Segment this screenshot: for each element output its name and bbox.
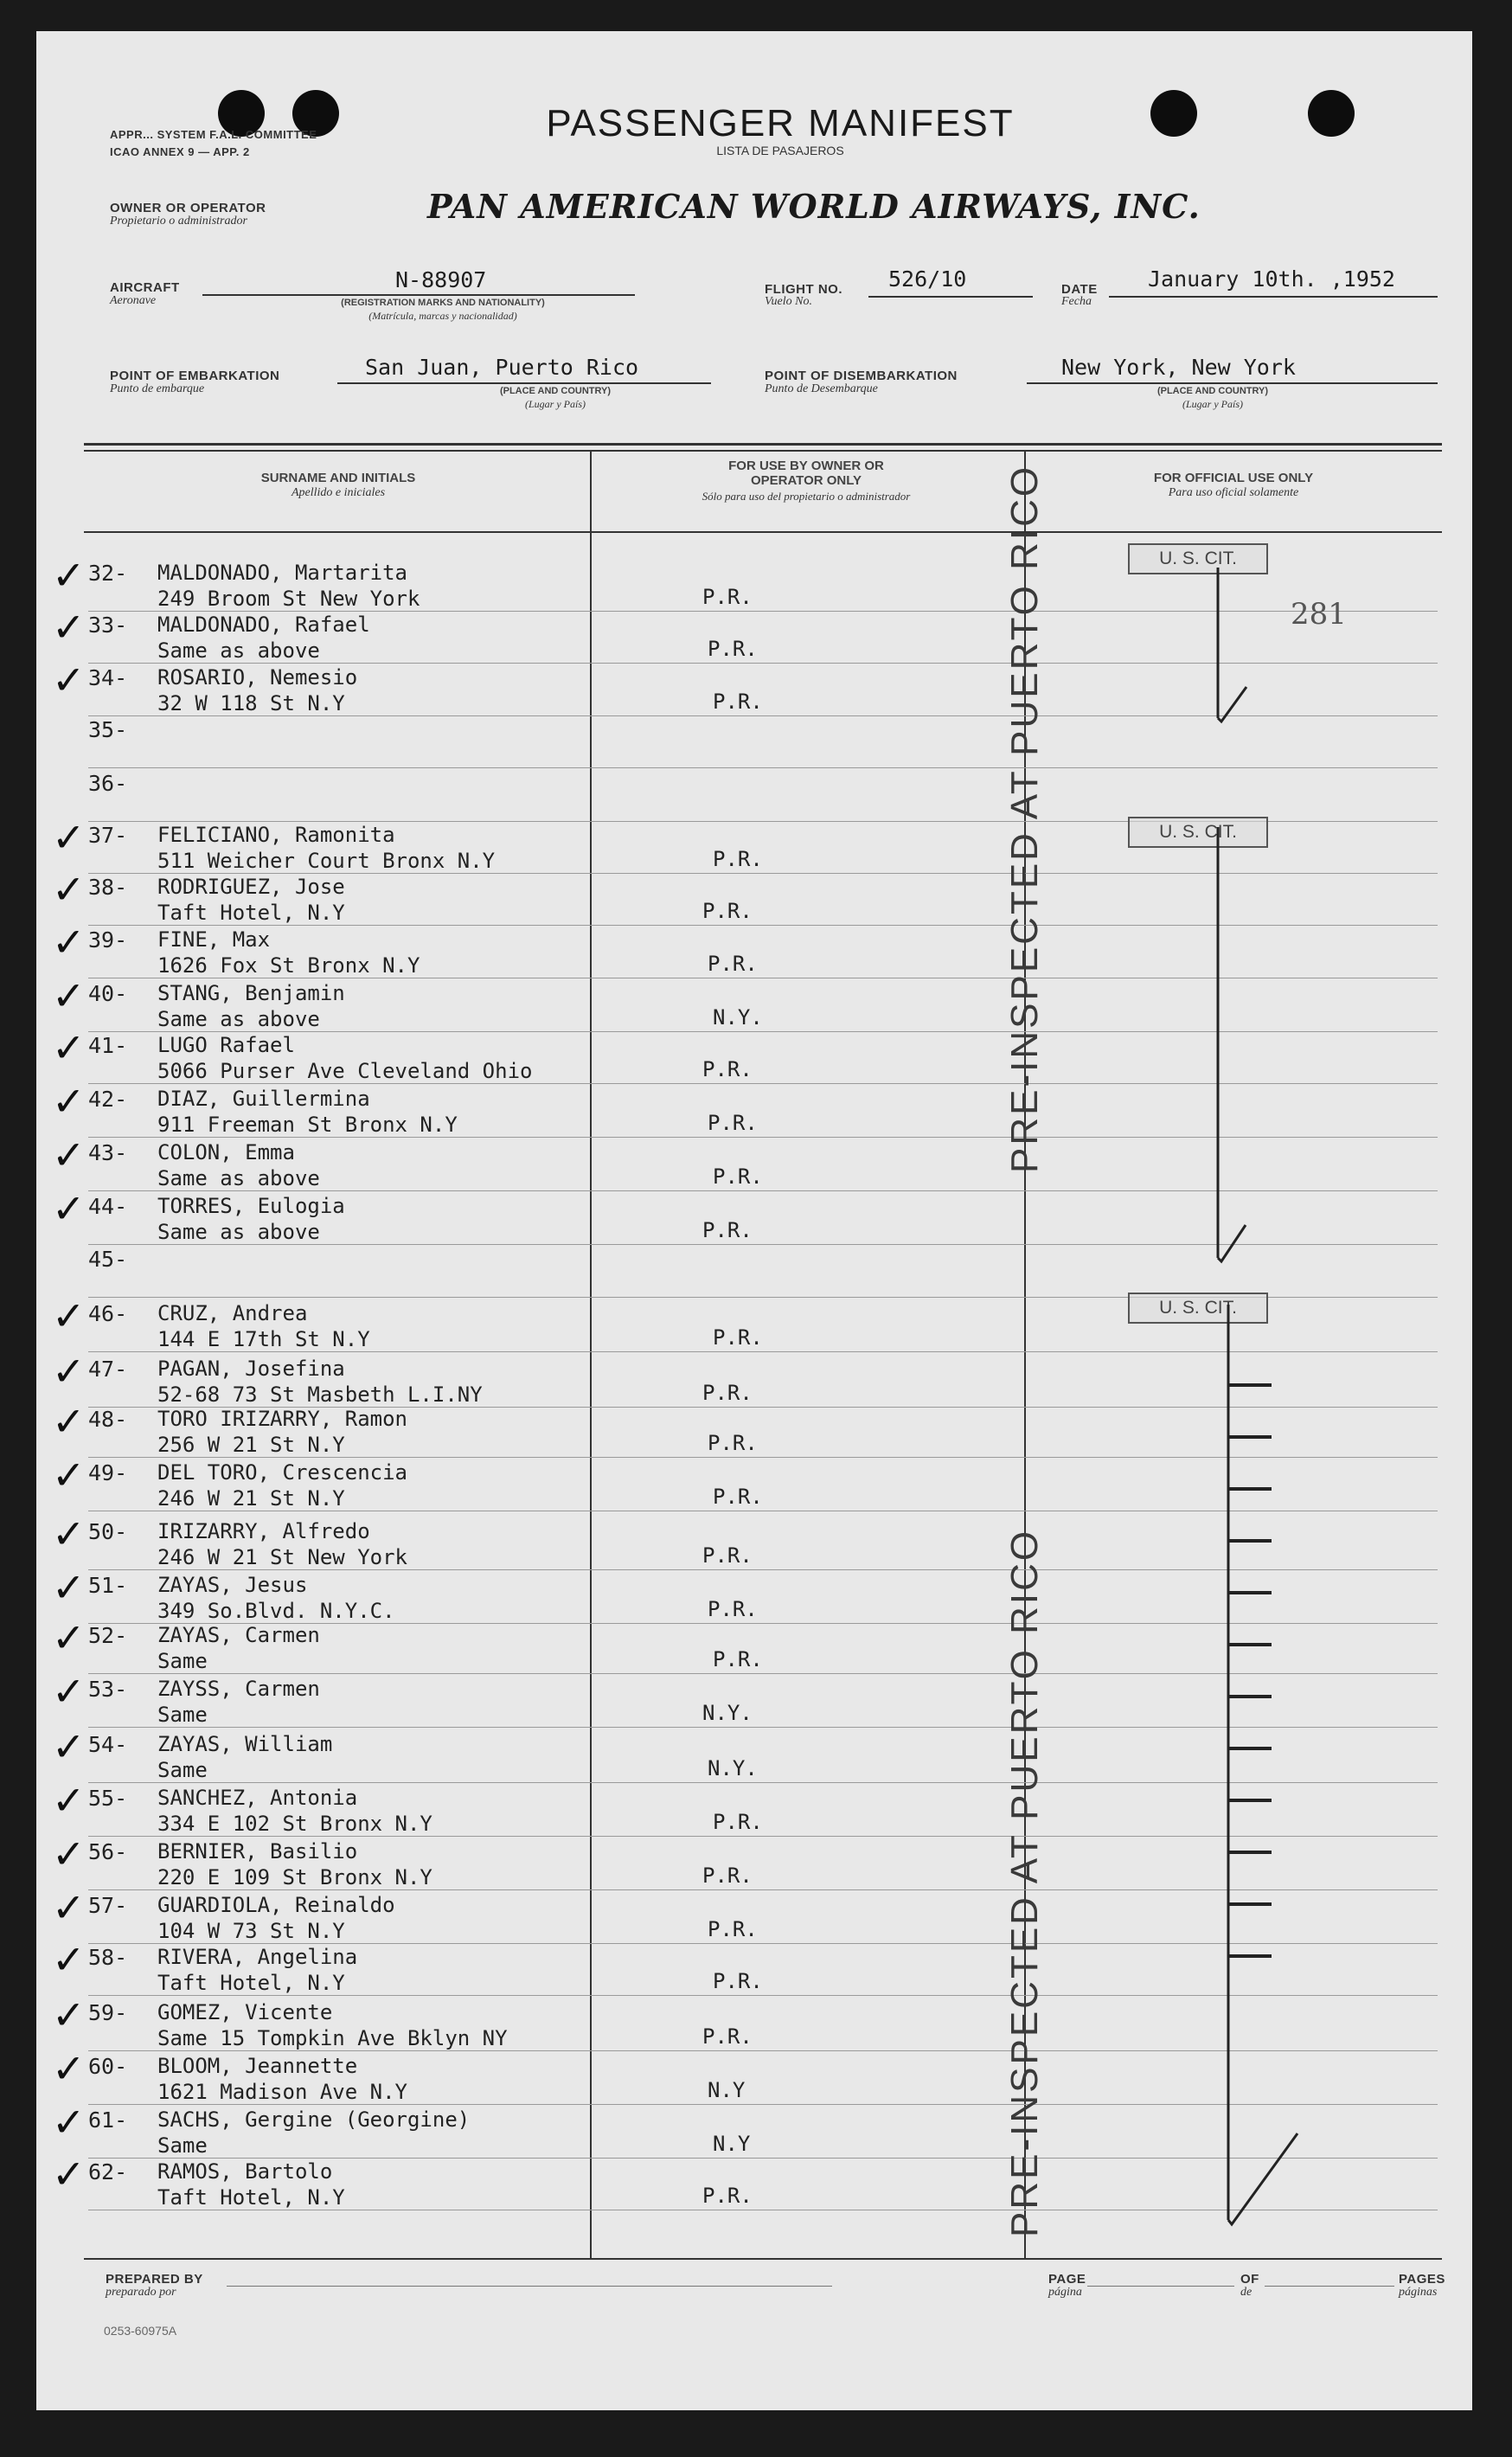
passenger-name: GUARDIOLA, Reinaldo [157,1893,395,1917]
row-number: 53- [88,1677,128,1702]
row-number: 57- [88,1893,128,1918]
passenger-address: 334 E 102 St Bronx N.Y [157,1812,432,1836]
row-number: 32- [88,561,128,586]
row-number: 61- [88,2107,128,2133]
passenger-name: GOMEZ, Vicente [157,2000,333,2024]
passenger-name: IRIZARRY, Alfredo [157,1519,370,1543]
owner-label: OWNER OR OPERATOR [110,201,266,215]
passenger-origin: P.R. [702,1864,753,1888]
passenger-name: RODRIGUEZ, Jose [157,875,345,899]
check-mark-icon: ✓ [52,1884,86,1931]
passenger-origin: P.R. [702,899,753,923]
passenger-origin: N.Y. [708,1756,758,1780]
of-sub: de [1240,2286,1253,2299]
embark-label: POINT OF EMBARKATION [110,369,280,383]
row-number: 49- [88,1460,128,1485]
passenger-name: ZAYSS, Carmen [157,1677,320,1701]
disembark-label: POINT OF DISEMBARKATION [765,369,958,383]
passenger-address: Same as above [157,638,320,663]
passenger-address: 246 W 21 St N.Y [157,1486,345,1511]
approval-line-2: ICAO ANNEX 9 — APP. 2 [110,145,250,158]
passenger-address: Taft Hotel, N.Y [157,2185,345,2210]
flight-label: FLIGHT NO. [765,282,842,297]
page-title: PASSENGER MANIFEST [546,102,1015,144]
passenger-origin: P.R. [702,2024,753,2049]
page-underline [1087,2286,1234,2287]
pages-label: PAGES [1399,2272,1445,2287]
row-number: 44- [88,1194,128,1219]
page-sub: página [1048,2286,1082,2299]
approval-line-1: APPR... SYSTEM F.A.L. COMMITTEE [110,128,317,141]
row-number: 35- [88,717,128,742]
passenger-origin: P.R. [708,952,758,976]
check-mark-icon: ✓ [52,972,86,1019]
passenger-origin: P.R. [708,1111,758,1135]
check-mark-icon: ✓ [52,552,86,599]
passenger-name: TORO IRIZARRY, Ramon [157,1407,407,1431]
passenger-address: 52-68 73 St Masbeth L.I.NY [157,1382,483,1407]
row-number: 39- [88,927,128,953]
date-value: January 10th. ,1952 [1148,266,1395,292]
passenger-address: 349 So.Blvd. N.Y.C. [157,1599,395,1623]
column-header-official: FOR OFFICIAL USE ONLY [1153,471,1314,485]
row-number: 54- [88,1732,128,1757]
check-mark-icon: ✓ [52,1511,86,1557]
passenger-origin: P.R. [713,1325,763,1350]
form-code: 0253-60975A [104,2324,177,2338]
passenger-address: 144 E 17th St N.Y [157,1327,370,1351]
check-mark-icon: ✓ [52,1723,86,1770]
check-mark-icon: ✓ [52,1668,86,1715]
passenger-name: SACHS, Gergine (Georgine) [157,2107,471,2132]
row-number: 36- [88,771,128,796]
passenger-name: DEL TORO, Crescencia [157,1460,407,1485]
check-mark-icon: ✓ [52,814,86,861]
passenger-origin: P.R. [702,2184,753,2208]
row-number: 52- [88,1623,128,1648]
date-underline [1109,296,1438,298]
us-cit-stamp-2: U. S. CIT. [1128,817,1268,848]
check-mark-icon: ✓ [52,1078,86,1125]
passenger-name: ROSARIO, Nemesio [157,665,358,690]
passenger-name: ZAYAS, Jesus [157,1573,308,1597]
manifest-document [36,31,1472,2410]
of-underline [1265,2286,1394,2287]
punch-hole-right-2 [1308,90,1355,137]
embark-underline [337,382,711,384]
passenger-name: BLOOM, Jeannette [157,2054,358,2078]
footer-rule [84,2258,1442,2260]
passenger-origin: P.R. [713,1969,763,1993]
column-header-surname: SURNAME AND INITIALS [260,471,416,485]
passenger-name: FINE, Max [157,927,271,952]
passenger-origin: P.R. [702,585,753,609]
pre-inspected-stamp-1: PRE-INSPECTED AT PUERTO RICO [1003,464,1046,1173]
check-mark-icon: ✓ [52,1452,86,1498]
row-number: 45- [88,1247,128,1272]
check-mark-icon: ✓ [52,1132,86,1178]
date-sub: Fecha [1061,295,1092,308]
passenger-origin: P.R. [702,1057,753,1081]
passenger-origin: P.R. [713,1164,763,1189]
passenger-address: Same as above [157,1007,320,1031]
embark-place-note: (PLACE AND COUNTRY) [499,386,612,396]
flight-sub: Vuelo No. [765,295,812,308]
passenger-address: 1621 Madison Ave N.Y [157,2080,407,2104]
row-number: 37- [88,823,128,848]
row-number: 33- [88,613,128,638]
passenger-address: Same as above [157,1220,320,1244]
passenger-origin: N.Y [708,2078,746,2102]
passenger-address: Same 15 Tompkin Ave Bklyn NY [157,2026,508,2050]
check-mark-icon: ✓ [52,657,86,703]
passenger-address: 249 Broom St New York [157,587,420,611]
passenger-origin: P.R. [702,1543,753,1568]
date-label: DATE [1061,282,1098,297]
passenger-name: MALDONADO, Martarita [157,561,407,585]
flight-underline [868,296,1033,298]
owner-sub: Propietario o administrador [110,215,247,228]
passenger-origin: N.Y [713,2132,751,2156]
passenger-name: RAMOS, Bartolo [157,2159,333,2184]
check-mark-icon: ✓ [52,866,86,913]
aircraft-value: N-88907 [395,267,487,292]
passenger-address: 104 W 73 St N.Y [157,1919,345,1943]
passenger-address: 1626 Fox St Bronx N.Y [157,953,420,978]
row-number: 40- [88,981,128,1006]
passenger-address: Taft Hotel, N.Y [157,901,345,925]
row-number: 55- [88,1786,128,1811]
check-mark-icon: ✓ [52,1936,86,1983]
row-number: 51- [88,1573,128,1598]
column-header-owner: FOR USE BY OWNER OR OPERATOR ONLY [728,459,884,488]
row-number: 62- [88,2159,128,2184]
passenger-name: ZAYAS, Carmen [157,1623,320,1647]
passenger-origin: P.R. [713,690,763,714]
embark-value: San Juan, Puerto Rico [365,355,639,380]
prepared-by-sub: preparado por [106,2286,176,2299]
passenger-origin: P.R. [708,1917,758,1941]
table-top-rule-2 [84,450,1442,452]
passenger-name: RIVERA, Angelina [157,1945,358,1969]
aircraft-underline [202,294,635,296]
embark-sub: Punto de embarque [110,382,205,395]
check-mark-icon: ✓ [52,1024,86,1071]
check-mark-icon: ✓ [52,919,86,965]
passenger-address: 911 Freeman St Bronx N.Y [157,1113,458,1137]
us-cit-stamp-1: U. S. CIT. [1128,543,1268,574]
passenger-name: COLON, Emma [157,1140,295,1164]
check-mark-icon: ✓ [52,2045,86,2092]
column-header-official-sub: Para uso oficial solamente [1168,486,1299,499]
passenger-address: Same [157,1649,208,1673]
disembark-underline [1027,382,1438,384]
passenger-origin: P.R. [713,1810,763,1834]
column-header-surname-sub: Apellido e iniciales [291,486,386,499]
check-mark-icon: ✓ [52,1564,86,1611]
check-mark-icon: ✓ [52,1992,86,2038]
passenger-address: 511 Weicher Court Bronx N.Y [157,849,496,873]
official-count: 281 [1291,597,1347,632]
prepared-by-label: PREPARED BY [106,2272,203,2287]
passenger-address: 220 E 109 St Bronx N.Y [157,1865,432,1889]
check-mark-icon: ✓ [52,1293,86,1339]
passenger-name: BERNIER, Basilio [157,1839,358,1864]
row-number: 48- [88,1407,128,1432]
check-mark-icon: ✓ [52,2099,86,2146]
disembark-place-note-sub: (Lugar y País) [1182,398,1243,410]
passenger-origin: P.R. [702,1218,753,1242]
row-number: 46- [88,1301,128,1326]
passenger-name: TORRES, Eulogia [157,1194,345,1218]
row-number: 60- [88,2054,128,2079]
passenger-name: CRUZ, Andrea [157,1301,308,1325]
page-subtitle: LISTA DE PASAJEROS [716,144,844,157]
passenger-origin: P.R. [708,1431,758,1455]
disembark-place-note: (PLACE AND COUNTRY) [1156,386,1269,396]
registration-note: (REGISTRATION MARKS AND NATIONALITY) [341,298,545,308]
passenger-name: FELICIANO, Ramonita [157,823,395,847]
passenger-name: SANCHEZ, Antonia [157,1786,358,1810]
row-number: 47- [88,1357,128,1382]
disembark-value: New York, New York [1061,355,1296,380]
row-number: 43- [88,1140,128,1165]
passenger-address: Same [157,1758,208,1782]
check-mark-icon: ✓ [52,1831,86,1877]
row-number: 42- [88,1087,128,1112]
row-number: 58- [88,1945,128,1970]
table-top-rule-1 [84,443,1442,446]
prepared-by-underline [227,2286,832,2287]
check-mark-icon: ✓ [52,1777,86,1824]
row-number: 41- [88,1033,128,1058]
passenger-name: DIAZ, Guillermina [157,1087,370,1111]
passenger-origin: P.R. [708,1597,758,1621]
check-mark-icon: ✓ [52,1185,86,1232]
us-cit-stamp-3: U. S. CIT. [1128,1293,1268,1324]
check-mark-icon: ✓ [52,1348,86,1395]
embark-place-note-sub: (Lugar y País) [525,398,586,410]
passenger-origin: P.R. [702,1381,753,1405]
punch-hole-right-1 [1150,90,1197,137]
column-divider-1 [590,452,592,2260]
passenger-address: Same [157,1703,208,1727]
page-label: PAGE [1048,2272,1086,2287]
check-mark-icon: ✓ [52,1398,86,1445]
passenger-origin: P.R. [708,637,758,661]
passenger-origin: N.Y. [702,1701,753,1725]
column-header-owner-sub: Sólo para uso del propietario o administrador [702,490,911,503]
disembark-sub: Punto de Desembarque [765,382,878,395]
check-mark-icon: ✓ [52,1614,86,1661]
check-mark-icon: ✓ [52,2151,86,2197]
passenger-address: Taft Hotel, N.Y [157,1971,345,1995]
registration-note-sub: (Matrícula, marcas y nacionalidad) [368,310,517,322]
row-number: 59- [88,2000,128,2025]
owner-value: PAN AMERICAN WORLD AIRWAYS, INC. [427,187,1201,226]
passenger-address: 32 W 118 St N.Y [157,691,345,715]
passenger-name: MALDONADO, Rafael [157,613,370,637]
passenger-name: LUGO Rafael [157,1033,295,1057]
check-mark-icon: ✓ [52,604,86,651]
passenger-origin: P.R. [713,847,763,871]
pre-inspected-stamp-2: PRE-INSPECTED AT PUERTO RICO [1003,1528,1046,2237]
passenger-name: PAGAN, Josefina [157,1357,345,1381]
passenger-origin: N.Y. [713,1005,763,1030]
passenger-address: 5066 Purser Ave Cleveland Ohio [157,1059,533,1083]
row-number: 56- [88,1839,128,1864]
aircraft-sub: Aeronave [110,294,157,307]
aircraft-label: AIRCRAFT [110,280,180,295]
passenger-name: STANG, Benjamin [157,981,345,1005]
passenger-address: 246 W 21 St New York [157,1545,407,1569]
passenger-address: Same [157,2133,208,2158]
official-bracket-marks [1026,533,1441,2255]
passenger-origin: P.R. [713,1485,763,1509]
row-number: 50- [88,1519,128,1544]
row-number: 38- [88,875,128,900]
passenger-origin: P.R. [713,1647,763,1671]
passenger-address: 256 W 21 St N.Y [157,1433,345,1457]
pages-sub: páginas [1399,2286,1438,2299]
of-label: OF [1240,2272,1259,2287]
flight-value: 526/10 [888,266,967,292]
passenger-address: Same as above [157,1166,320,1190]
row-number: 34- [88,665,128,690]
passenger-name: ZAYAS, William [157,1732,333,1756]
